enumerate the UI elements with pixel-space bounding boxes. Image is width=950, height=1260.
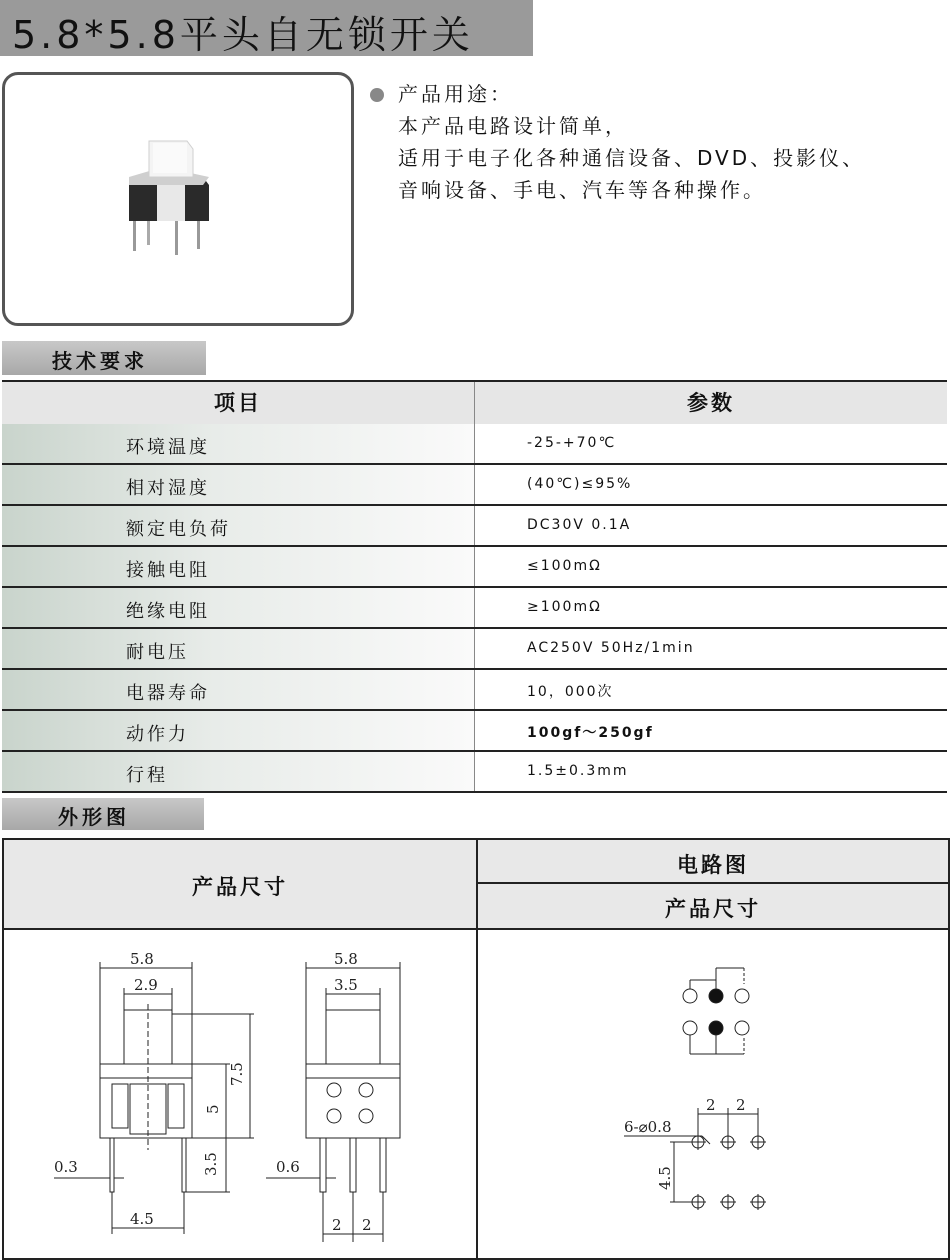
dim-side-width: 5.8 xyxy=(334,950,358,968)
title-banner xyxy=(0,0,533,56)
dim-height: 7.5 xyxy=(228,1062,246,1086)
table-row xyxy=(2,547,947,588)
drawing-section-title: 外形图 xyxy=(58,805,130,829)
table-row xyxy=(2,588,947,629)
dim-pin: 3.5 xyxy=(202,1152,220,1176)
left-header: 产品尺寸 xyxy=(192,875,288,899)
dim-body: 5 xyxy=(204,1104,222,1114)
spec-value: 10，000次 xyxy=(527,684,614,700)
dim-pcb-p1: 2 xyxy=(706,1096,716,1114)
product-photo-frame xyxy=(2,72,354,326)
spec-value: 100gf～250gf xyxy=(527,725,654,741)
circuit-diagram xyxy=(676,964,766,1064)
spec-item: 动作力 xyxy=(126,724,189,745)
switch-photo xyxy=(123,137,233,257)
left-header-cell xyxy=(4,840,478,930)
dim-holes: 6-⌀0.8 xyxy=(624,1118,672,1136)
spec-item: 额定电负荷 xyxy=(126,519,231,540)
spec-value: AC250V 50Hz/1min xyxy=(527,640,695,656)
usage-heading: 产品用途： xyxy=(398,82,513,106)
table-row xyxy=(2,752,947,793)
spec-value: DC30V 0.1A xyxy=(527,517,632,533)
page-title: 5.8*5.8平头自无锁开关 xyxy=(12,13,474,57)
table-row xyxy=(2,424,947,465)
column-divider xyxy=(476,928,478,1258)
dim-side-p2: 2 xyxy=(362,1216,372,1234)
spec-item: 行程 xyxy=(126,765,168,786)
dim-cap: 2.9 xyxy=(134,976,158,994)
dim-width: 5.8 xyxy=(130,950,154,968)
table-row xyxy=(2,711,947,752)
front-view-drawing xyxy=(44,950,274,1250)
dim-side-cap: 3.5 xyxy=(334,976,358,994)
usage-line: 适用于电子化各种通信设备、DVD、投影仪、 xyxy=(398,146,866,170)
drawing-table xyxy=(2,838,950,1260)
drawing-section-header xyxy=(2,798,204,830)
spec-value: 1.5±0.3mm xyxy=(527,763,629,779)
table-row xyxy=(2,465,947,506)
spec-item: 环境温度 xyxy=(126,437,210,458)
circuit-header: 电路图 xyxy=(677,853,749,877)
side-view-drawing xyxy=(262,950,422,1250)
dim-side-p1: 2 xyxy=(332,1216,342,1234)
usage-line: 音响设备、手电、汽车等各种操作。 xyxy=(398,178,766,202)
header-value: 参数 xyxy=(687,391,735,415)
spec-section-title: 技术要求 xyxy=(52,349,148,373)
usage-line: 本产品电路设计简单， xyxy=(398,114,628,138)
spec-section-header xyxy=(2,341,206,375)
right-header-cell-1 xyxy=(478,840,948,884)
table-row xyxy=(2,629,947,670)
size-header: 产品尺寸 xyxy=(665,897,761,921)
dim-pcb-p2: 2 xyxy=(736,1096,746,1114)
spec-item: 耐电压 xyxy=(126,642,189,663)
spec-value: ≥100mΩ xyxy=(527,599,602,615)
dim-pitch: 4.5 xyxy=(130,1210,154,1228)
spec-value: -25-+70℃ xyxy=(527,435,617,451)
dim-pcb-row: 4.5 xyxy=(656,1166,674,1190)
spec-value: (40℃)≤95% xyxy=(527,476,633,492)
right-header-cell-2 xyxy=(478,884,948,930)
pcb-footprint xyxy=(620,1092,790,1212)
spec-value: ≤100mΩ xyxy=(527,558,602,574)
bullet-icon xyxy=(370,88,384,102)
table-row xyxy=(2,506,947,547)
header-item: 项目 xyxy=(2,382,475,424)
spec-item: 接触电阻 xyxy=(126,560,210,581)
spec-item: 相对湿度 xyxy=(126,478,210,499)
spec-item: 电器寿命 xyxy=(126,683,210,704)
table-row xyxy=(2,670,947,711)
spec-table-header xyxy=(2,380,947,426)
dim-pin-thickness: 0.3 xyxy=(54,1158,78,1176)
dim-side-pin: 0.6 xyxy=(276,1158,300,1176)
spec-item: 绝缘电阻 xyxy=(126,601,210,622)
